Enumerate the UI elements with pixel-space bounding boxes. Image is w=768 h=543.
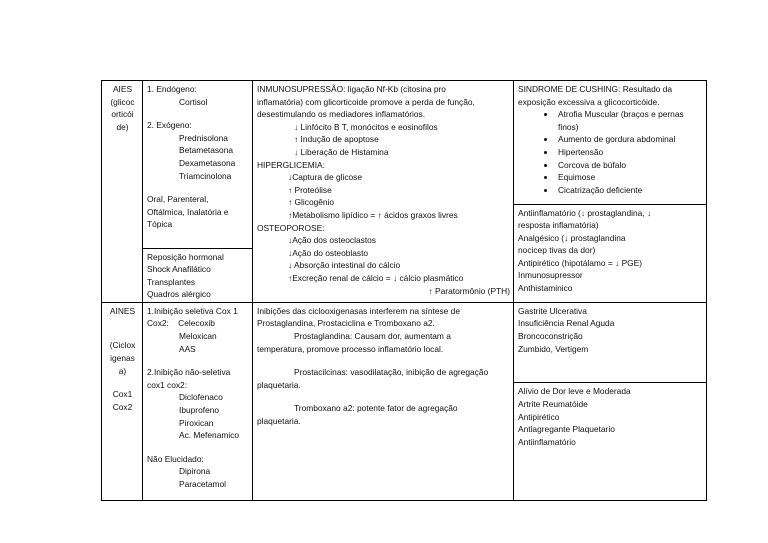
mechanism-line: desestimulando os mediadores inflamatórios. (257, 109, 426, 120)
cushing-intro: SINDROME DE CUSHING: Resultado da (518, 84, 673, 94)
bullet-item: • Aumento de gordura abdominal (556, 133, 703, 146)
drug-sources-cell-aines (143, 302, 253, 500)
mechanism-cell-aies (253, 81, 514, 303)
source-line: Cox2: Celecoxib (147, 318, 215, 329)
effect-line: Insuficiência Renal Aguda (518, 318, 615, 329)
mechanism-heading: OSTEOPOROSE: (257, 222, 325, 233)
effect-line: Antiagregante Plaquetario (518, 424, 615, 435)
source-line: AAS (179, 343, 196, 354)
class-line: AINES (109, 305, 136, 316)
source-line: 1.Inibição seletiva Cox 1 (147, 305, 238, 316)
source-line: Dexametasona (179, 157, 236, 168)
source-line: Ibuprofeno (179, 405, 220, 416)
route-line: Oral, Parenteral, (147, 194, 209, 205)
mechanism-line: INMUNOSUPRESSÃO: ligação Nf-Kb (citosina pro (257, 84, 446, 94)
source-line: Dipirona (179, 466, 211, 477)
effects-nested-table (514, 81, 706, 302)
mechanism-line: Tromboxano a2: potente fator de agregação (294, 403, 458, 414)
effect-line: Antiinflamatório (↓ prostaglandina, ↓ (518, 207, 652, 218)
source-line: Ac. Mefenamico (179, 430, 240, 441)
sources-nested-table (143, 81, 252, 302)
effect-line: Analgésico (↓ prostaglandina (518, 232, 626, 243)
mechanism-line: Prostaglandina, Prostaciclina e Tromboxano a2. (257, 318, 435, 329)
mechanism-line: plaquetaria. (257, 379, 301, 390)
effects-nested-table (514, 303, 706, 500)
mechanism-line: ↑ Paratormônio (PTH) (428, 285, 510, 296)
bullet-item: • Cicatrização deficiente (556, 184, 703, 197)
mechanism-line: ↑ Indução de apoptose (294, 134, 379, 145)
class-line: (Ciclox (109, 340, 136, 351)
mechanism-line: ↑Excreção renal de cálcio = ↓ cálcio plasmático (288, 272, 464, 283)
source-line: cox1 cox2: (147, 379, 188, 390)
drug-class-cell-aines (102, 302, 143, 500)
therapeutic-effects (514, 383, 706, 500)
source-line: Betametasona (179, 145, 234, 156)
route-line: Tópica (147, 219, 173, 230)
source-line: Piroxican (179, 417, 214, 428)
class-line: a) (118, 365, 127, 376)
mechanism-line: Inibições das ciclooxigenasas interferem na síntese de (257, 305, 460, 316)
effect-line: Antipirético (hipotálamo = ↓ PGE) (518, 257, 643, 268)
source-line: Meloxican (179, 331, 217, 342)
effect-line: resposta inflamatória) (518, 220, 599, 231)
class-line: (glicoc (110, 96, 135, 107)
effect-line: Broncoconstrição (518, 331, 583, 342)
effect-line: Inmunosupressor (518, 270, 583, 281)
class-line: igenas (110, 353, 135, 364)
mechanism-line: ↓Ação dos osteoclastos (288, 235, 376, 246)
sources-top (143, 81, 252, 248)
source-line: Não Elucidado: (147, 453, 204, 464)
therapeutic-effects (514, 204, 706, 302)
source-line: Diclofenaco (179, 392, 223, 403)
mechanism-line: Prostacilcinas: vasodilatação, inibição de agregação (294, 367, 489, 378)
source-line: Triamcinolona (179, 170, 232, 181)
bullet-item: • Hipertensão (556, 146, 703, 159)
mechanism-line: ↓ Liberação de Histamina (294, 146, 389, 157)
indication-line: Transplantes (147, 276, 196, 287)
class-line: Cox1 (112, 389, 133, 400)
route-line: Oftálmica, Inalatória e (147, 206, 229, 217)
effect-line: Antiinflamatório (518, 436, 576, 447)
mechanism-heading: HIPERGLICEMIA: (257, 159, 325, 170)
source-line: Paracetamol (179, 479, 227, 489)
source-line: Prednisolona (179, 132, 228, 143)
drug-sources-cell-aies (143, 81, 253, 303)
mechanism-line: temperatura, promove processo inflamatório local. (257, 343, 444, 354)
indication-line: Shock Anafilático (147, 264, 211, 275)
adverse-effects (514, 81, 706, 204)
table-row-aies (102, 81, 707, 303)
mechanism-line: ↑ Glicogênio (288, 197, 335, 208)
effects-cell-aies (514, 81, 707, 303)
mechanism-line: plaquetaria. (257, 416, 301, 427)
class-line: Cox2 (112, 401, 133, 412)
source-line: 2.Inibição não-seletiva (147, 367, 231, 378)
bullet-item: • Equimose (556, 171, 703, 184)
mechanism-cell-aines (253, 302, 514, 500)
bullet-item: • Corcova de búfalo (556, 159, 703, 172)
effects-cell-aines (514, 302, 707, 500)
effect-line: Zumbido, Vertigem (518, 343, 589, 354)
cushing-bullet-list (518, 108, 703, 196)
mechanism-line: ↑Metabolismo lipídico = ↑ ácidos graxos livres (288, 209, 458, 220)
indication-line: Quadros alérgico (147, 289, 211, 300)
mechanism-line: Prostaglandina: Causam dor, aumentam a (294, 331, 451, 342)
mechanism-line: ↓Captura de glicose (288, 172, 363, 183)
source-line: 2. Exógeno: (147, 120, 192, 131)
drug-summary-table (101, 80, 707, 501)
effect-line: Anthistaminico (518, 283, 573, 294)
sources-bottom (143, 248, 252, 302)
bullet-item: • Atrofia Muscular (braços e pernas finos) (556, 108, 703, 133)
mechanism-line: ↓ Absorção intestinal do cálcio (288, 260, 401, 271)
mechanism-line: inflamatória) com glicorticoide promove a perda de função, (257, 96, 475, 107)
effect-line: Alívio de Dor leve e Moderada (518, 386, 631, 397)
class-line: de) (116, 121, 129, 132)
source-line: 1. Endógeno: (147, 84, 197, 94)
class-line: AIES (112, 84, 133, 94)
effect-line: Gastrite Ulcerativa (518, 305, 587, 316)
mechanism-line: ↑ Proteólise (288, 184, 332, 195)
adverse-effects (514, 303, 706, 383)
class-line: orticói (111, 109, 134, 120)
effect-line: nocicep tivas da dor) (518, 245, 596, 256)
drug-class-cell-aies (102, 81, 143, 303)
effect-line: Artrite Reumatóide (518, 398, 588, 409)
mechanism-line: ↓ Linfócito B T, monócitos e eosinofilos (294, 121, 438, 132)
indication-line: Reposição hormonal (147, 251, 224, 262)
cushing-intro: exposição excessiva a glicocorticóide. (518, 96, 660, 107)
mechanism-line: ↓Ação do osteoblasto (288, 247, 369, 258)
effect-line: Antipirético (518, 411, 560, 422)
source-line: Cortisol (179, 96, 208, 107)
table-row-aines (102, 302, 707, 500)
